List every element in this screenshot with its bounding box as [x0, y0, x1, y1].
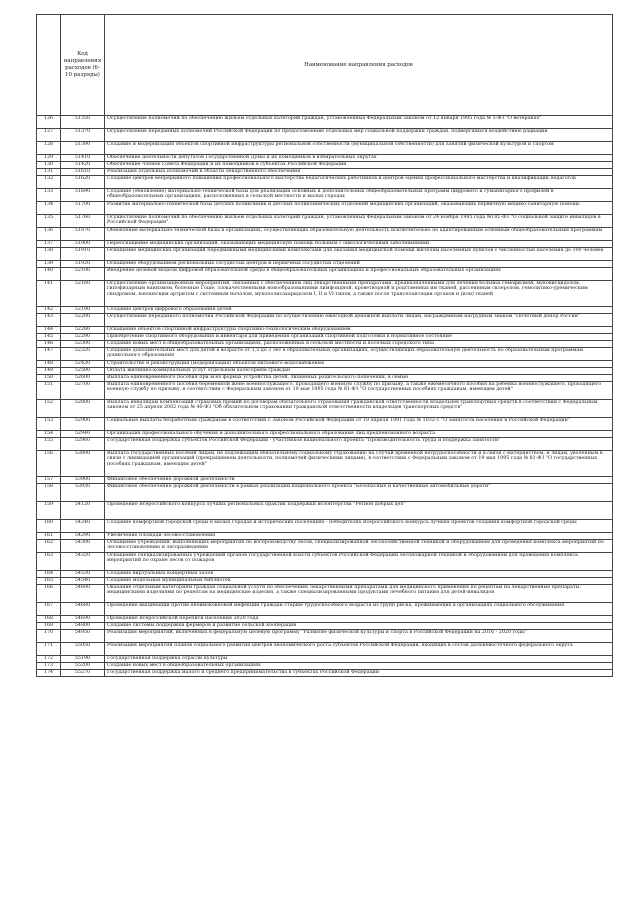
table-row	[37, 361, 613, 368]
row-code: 54300	[61, 540, 105, 553]
row-code: 52600	[61, 375, 105, 382]
row-name: Реализация мероприятий планов социального развития центров экономического роста субъектов Российской Федерации, входящих в состав Дальневосточного федерального округа	[105, 643, 613, 656]
row-number: 150	[37, 375, 61, 382]
header-code: Код направления расходов (6-10 разряды)	[61, 15, 105, 116]
row-code: 52280	[61, 327, 105, 334]
table-header-row	[37, 15, 613, 116]
row-name: Выплата единовременного пособия беременной жене военнослужащего, проходящего военную службу по призыву, а также ежемесячного пособия на ребенка военнослужащего, проходящего военную службу по призыву, в соответствии с Федеральным законом от 19 мая 1995 года № 81-ФЗ "О государственных пособиях гражданам, имеющим детей"	[105, 382, 613, 400]
row-number: 132	[37, 176, 61, 189]
row-number: 131	[37, 169, 61, 176]
table-row	[37, 368, 613, 375]
table-row	[37, 578, 613, 585]
row-number: 146	[37, 341, 61, 348]
table-row	[37, 142, 613, 155]
row-code: 52430	[61, 361, 105, 368]
row-name: Выплата инвалидам компенсаций страховых премий по договорам обязательного страхования гражданской ответственности владельцев транспортных средств в соответствии с Федеральным законом от 25 апреля 2002 года № 40-ФЗ "Об обязательном страховании гражданской ответственности владельцев транспортных средств"	[105, 400, 613, 418]
row-number: 136	[37, 228, 61, 241]
table-row	[37, 431, 613, 438]
row-name: Государственная поддержка субъектов Российской Федерации - участников национального проекта "Производительность труда и поддержка занятости"	[105, 438, 613, 451]
table-row	[37, 261, 613, 268]
row-name: Обновление материально-технической базы в организациях, осуществляющих образовательную деятельность исключительно по адаптированным основным общеобразовательным программам	[105, 228, 613, 241]
row-number: 152	[37, 400, 61, 418]
row-number: 161	[37, 533, 61, 540]
row-code: 52300	[61, 341, 105, 348]
table-row	[37, 418, 613, 431]
row-code: 54600	[61, 585, 105, 603]
row-number: 135	[37, 215, 61, 228]
row-code: 51760	[61, 215, 105, 228]
row-code: 52200	[61, 314, 105, 327]
row-code: 54530	[61, 571, 105, 578]
row-code: 54690	[61, 616, 105, 623]
table-body	[37, 116, 613, 677]
row-code: 54950	[61, 630, 105, 643]
table-row	[37, 400, 613, 418]
row-code: 51700	[61, 202, 105, 215]
table-row	[37, 281, 613, 307]
row-number: 171	[37, 643, 61, 656]
row-code: 54120	[61, 502, 105, 520]
row-number: 163	[37, 553, 61, 571]
row-code: 51610	[61, 169, 105, 176]
row-name: Увеличение площади лесовосстановления	[105, 533, 613, 540]
row-number: 145	[37, 334, 61, 341]
table-row	[37, 571, 613, 578]
row-name: Осуществление организационных мероприятий, связанных с обеспечением лиц лекарственными препаратами, предназначенными для лечения больных гемофилией, муковисцидозом, гипофизарным нанизмом, болезнью Гоше, злокачественными новообразованиями лимфоидной, кроветворной и родственных им тканей, рассеянным склерозом, гемолитико-уремическим синдромом, юношеским артритом с системным началом, мукополисахаридозом I, II и VI типов, а также после трансплантации органов и (или) тканей	[105, 281, 613, 307]
row-number: 144	[37, 327, 61, 334]
table-row	[37, 585, 613, 603]
row-number: 170	[37, 630, 61, 643]
row-name: Развитие материально-технической базы детских поликлиник и детских поликлинических отделений медицинских организаций, оказывающих первичную медико-санитарную помощь	[105, 202, 613, 215]
row-code: 54290	[61, 533, 105, 540]
row-name: Выплата государственных пособий лицам, не подлежащим обязательному социальному страхованию на случай временной нетрудоспособности и в связи с материнством, и лицам, уволенным в связи с ликвидацией организаций (прекращением деятельности, полномочий физическими лицами), в соответствии с Федеральным законом от 19 мая 1995 года № 81-ФЗ "О государственных пособиях гражданам, имеющим детей"	[105, 451, 613, 477]
table-row	[37, 348, 613, 361]
row-number: 153	[37, 418, 61, 431]
row-name: Реализация мероприятий, включенных в федеральную целевую программу "Развитие физической культуры и спорта в Российской Федерации на 2016 - 2020 годы"	[105, 630, 613, 643]
row-code: 52800	[61, 400, 105, 418]
row-name: Проведение вакцинации против пневмококковой инфекции граждан старше трудоспособного возраста из групп риска, проживающих в организациях социального обслуживания	[105, 603, 613, 616]
row-name: Оснащение объектов спортивной инфраструктуры спортивно-технологическим оборудованием	[105, 327, 613, 334]
table-row	[37, 623, 613, 630]
row-name: Оснащение оборудованием региональных сосудистых центров и первичных сосудистых отделений	[105, 261, 613, 268]
row-name: Создание комфортной городской среды в малых городах и исторических поселениях - победителях Всероссийского конкурса лучших проектов создания комфортной городской среды	[105, 520, 613, 533]
row-number: 151	[37, 382, 61, 400]
row-code: 51870	[61, 228, 105, 241]
row-code: 54540	[61, 578, 105, 585]
row-name: Создание модельных муниципальных библиотек	[105, 578, 613, 585]
row-number: 168	[37, 616, 61, 623]
row-number: 140	[37, 268, 61, 281]
row-number: 174	[37, 670, 61, 677]
row-name: Выплата единовременного пособия при всех формах устройства детей, лишенных родительского попечения, в семью	[105, 375, 613, 382]
row-code: 51350	[61, 116, 105, 129]
row-name: Обеспечение членов Совета Федерации и их помощников в субъектах Российской Федерации	[105, 162, 613, 169]
row-code: 54680	[61, 603, 105, 616]
table-row	[37, 484, 613, 502]
row-code: 53930	[61, 484, 105, 502]
row-number: 164	[37, 571, 61, 578]
row-name: Строительство и реконструкция (модернизация) объектов питьевого водоснабжения	[105, 361, 613, 368]
table-row	[37, 116, 613, 129]
row-number: 167	[37, 603, 61, 616]
row-number: 138	[37, 248, 61, 261]
row-name: Государственная поддержка отрасли культуры	[105, 656, 613, 663]
row-number: 127	[37, 129, 61, 142]
row-name: Организация профессионального обучения и дополнительного профессионального образования лиц предпенсионного возраста	[105, 431, 613, 438]
row-code: 55270	[61, 670, 105, 677]
row-number: 126	[37, 116, 61, 129]
table-row	[37, 533, 613, 540]
row-name: Оснащение специализированных учреждений органов государственной власти субъектов Российской Федерации лесопожарной техникой и оборудованием для проведения комплекса мероприятий по охране лесов от пожаров	[105, 553, 613, 571]
table-row	[37, 630, 613, 643]
expenditure-codes-table	[36, 14, 613, 677]
table-row	[37, 477, 613, 484]
table-row	[37, 228, 613, 241]
row-number: 155	[37, 438, 61, 451]
row-code: 53800	[61, 451, 105, 477]
table-row	[37, 327, 613, 334]
row-code: 54800	[61, 623, 105, 630]
row-code: 52960	[61, 438, 105, 451]
row-name: Социальные выплаты безработным гражданам в соответствии с Законом Российской Федерации от 19 апреля 1991 года № 1032-1 "О занятости населения в Российской Федерации"	[105, 418, 613, 431]
row-number: 133	[37, 189, 61, 202]
row-name: Оснащение медицинских организаций передвижными медицинскими комплексами для оказания медицинской помощи жителям населенных пунктов с численностью населения до 100 человек	[105, 248, 613, 261]
document-page	[36, 14, 612, 677]
row-code: 52320	[61, 348, 105, 361]
row-number: 149	[37, 368, 61, 375]
row-number: 143	[37, 314, 61, 327]
table-row	[37, 670, 613, 677]
table-row	[37, 215, 613, 228]
row-code: 54320	[61, 553, 105, 571]
row-name: Финансовое обеспечение дорожной деятельности	[105, 477, 613, 484]
table-row	[37, 176, 613, 189]
table-row	[37, 334, 613, 341]
row-code: 53900	[61, 477, 105, 484]
row-number: 141	[37, 281, 61, 307]
row-code: 51620	[61, 176, 105, 189]
row-name: Создание системы поддержки фермеров и развитие сельской кооперации	[105, 623, 613, 630]
row-code: 55190	[61, 656, 105, 663]
row-number: 128	[37, 142, 61, 155]
row-number: 165	[37, 578, 61, 585]
row-code: 52290	[61, 334, 105, 341]
row-number: 169	[37, 623, 61, 630]
row-code: 52100	[61, 268, 105, 281]
row-name: Осуществление переданного полномочия Российской Федерации по осуществлению ежегодной денежной выплаты лицам, награжденным нагрудным знаком "Почетный донор России"	[105, 314, 613, 327]
row-number: 148	[37, 361, 61, 368]
row-code: 52160	[61, 281, 105, 307]
table-row	[37, 382, 613, 400]
table-row	[37, 603, 613, 616]
row-name: Осуществление переданных полномочий Российской Федерации по предоставлению отдельных мер социальной поддержки граждан, подвергшихся воздействию радиации	[105, 129, 613, 142]
row-number: 166	[37, 585, 61, 603]
row-code: 51390	[61, 142, 105, 155]
row-name: Оказание отдельным категориям граждан социальной услуги по обеспечению лекарственными препаратами для медицинского применения по рецептам на лекарственные препараты, медицинскими изделиями по рецептам на медицинские изделия, а также специализированными продуктами лечебного питания для детей-инвалидов	[105, 585, 613, 603]
row-name: Проведение Всероссийского конкурса лучших региональных практик поддержки волонтерства "Регион добрых дел"	[105, 502, 613, 520]
table-row	[37, 341, 613, 348]
table-row	[37, 129, 613, 142]
row-number: 137	[37, 241, 61, 248]
table-row	[37, 656, 613, 663]
header-number	[37, 15, 61, 116]
row-number: 172	[37, 656, 61, 663]
table-row	[37, 520, 613, 533]
header-name: Наименование направления расходов	[105, 15, 613, 116]
row-name: Оплата жилищно-коммунальных услуг отдельным категориям граждан	[105, 368, 613, 375]
row-name: Государственная поддержка малого и среднего предпринимательства в субъектах Российской Федерации	[105, 670, 613, 677]
row-code: 51410	[61, 155, 105, 162]
row-name: Создание центров непрерывного повышения профессионального мастерства педагогических работников и центров оценки профессионального мастерства и квалификации педагогов	[105, 176, 613, 189]
row-number: 162	[37, 540, 61, 553]
table-row	[37, 540, 613, 553]
row-code: 51690	[61, 189, 105, 202]
row-number: 156	[37, 451, 61, 477]
row-code: 51910	[61, 248, 105, 261]
row-name: Создание и модернизация объектов спортивной инфраструктуры региональной собственности (муниципальной собственности) для занятий физической культурой и спортом	[105, 142, 613, 155]
table-row	[37, 375, 613, 382]
table-row	[37, 502, 613, 520]
table-row	[37, 314, 613, 327]
row-name: Осуществление полномочий по обеспечению жильем отдельных категорий граждан, установленных Федеральным законом от 24 ноября 1995 года №181-ФЗ "О социальной защите инвалидов в Российской Федерации"	[105, 215, 613, 228]
row-number: 154	[37, 431, 61, 438]
row-code: 55050	[61, 643, 105, 656]
row-name: Финансовое обеспечение дорожной деятельности в рамках реализации национального проекта "Безопасные и качественные автомобильные дороги"	[105, 484, 613, 502]
row-number: 158	[37, 484, 61, 502]
row-code: 54240	[61, 520, 105, 533]
row-number: 139	[37, 261, 61, 268]
table-row	[37, 643, 613, 656]
row-name: Создание (обновление) материально-технической базы для реализации основных и дополнительных общеобразовательных программ цифрового и гуманитарного профилей в общеобразовательных организациях, расположенных в сельской местности и малых городах	[105, 189, 613, 202]
row-name: Создание виртуальных концертных залов	[105, 571, 613, 578]
row-name: Переоснащение медицинских организаций, оказывающих медицинскую помощь больным с онкологическими заболеваниями	[105, 241, 613, 248]
row-name: Проведение Всероссийской переписи населения 2020 года	[105, 616, 613, 623]
row-code: 52900	[61, 418, 105, 431]
table-row	[37, 268, 613, 281]
row-code: 51900	[61, 241, 105, 248]
table-row	[37, 307, 613, 314]
row-number: 157	[37, 477, 61, 484]
row-name: Создание дополнительных мест для детей в возрасте от 1,5 до 3 лет в образовательных организациях, осуществляющих образовательную деятельность по образовательным программам дошкольного образования	[105, 348, 613, 361]
table-row	[37, 616, 613, 623]
table-row	[37, 169, 613, 176]
row-code: 51920	[61, 261, 105, 268]
table-row	[37, 663, 613, 670]
row-name: Создание центров цифрового образования детей	[105, 307, 613, 314]
table-row	[37, 202, 613, 215]
row-number: 130	[37, 162, 61, 169]
row-code: 52190	[61, 307, 105, 314]
table-row	[37, 155, 613, 162]
row-number: 129	[37, 155, 61, 162]
row-number: 160	[37, 520, 61, 533]
table-row	[37, 241, 613, 248]
row-name: Создание новых мест в общеобразовательных организациях, расположенных в сельской местности и поселках городского типа	[105, 341, 613, 348]
table-row	[37, 248, 613, 261]
table-row	[37, 451, 613, 477]
row-name: Создание новых мест в общеобразовательных организациях	[105, 663, 613, 670]
table-row	[37, 189, 613, 202]
row-name: Внедрение целевой модели цифровой образовательной среды в общеобразовательных организациях и профессиональных образовательных организациях	[105, 268, 613, 281]
table-row	[37, 553, 613, 571]
row-number: 134	[37, 202, 61, 215]
row-code: 52940	[61, 431, 105, 438]
row-code: 52700	[61, 382, 105, 400]
table-row	[37, 438, 613, 451]
row-code: 51370	[61, 129, 105, 142]
row-code: 52500	[61, 368, 105, 375]
row-name: Обеспечение деятельности депутатов Государственной Думы и их помощников в избирательных округах	[105, 155, 613, 162]
row-name: Оснащение учреждений, выполняющих мероприятия по воспроизводству лесов, специализированной лесохозяйственной техникой и оборудованием для проведения комплекса мероприятий по лесовосстановлению и лесоразведению	[105, 540, 613, 553]
row-number: 147	[37, 348, 61, 361]
table-row	[37, 162, 613, 169]
row-code: 55200	[61, 663, 105, 670]
row-code: 51420	[61, 162, 105, 169]
row-name: Осуществление полномочий по обеспечению жильем отдельных категорий граждан, установленных Федеральным законом от 12 января 1995 года № 5-ФЗ "О ветеранах"	[105, 116, 613, 129]
row-number: 159	[37, 502, 61, 520]
row-number: 142	[37, 307, 61, 314]
row-name: Реализация отдельных полномочий в области лекарственного обеспечения	[105, 169, 613, 176]
row-number: 173	[37, 663, 61, 670]
row-name: Приобретение спортивного оборудования и инвентаря для приведения организаций спортивной подготовки в нормативное состояние	[105, 334, 613, 341]
